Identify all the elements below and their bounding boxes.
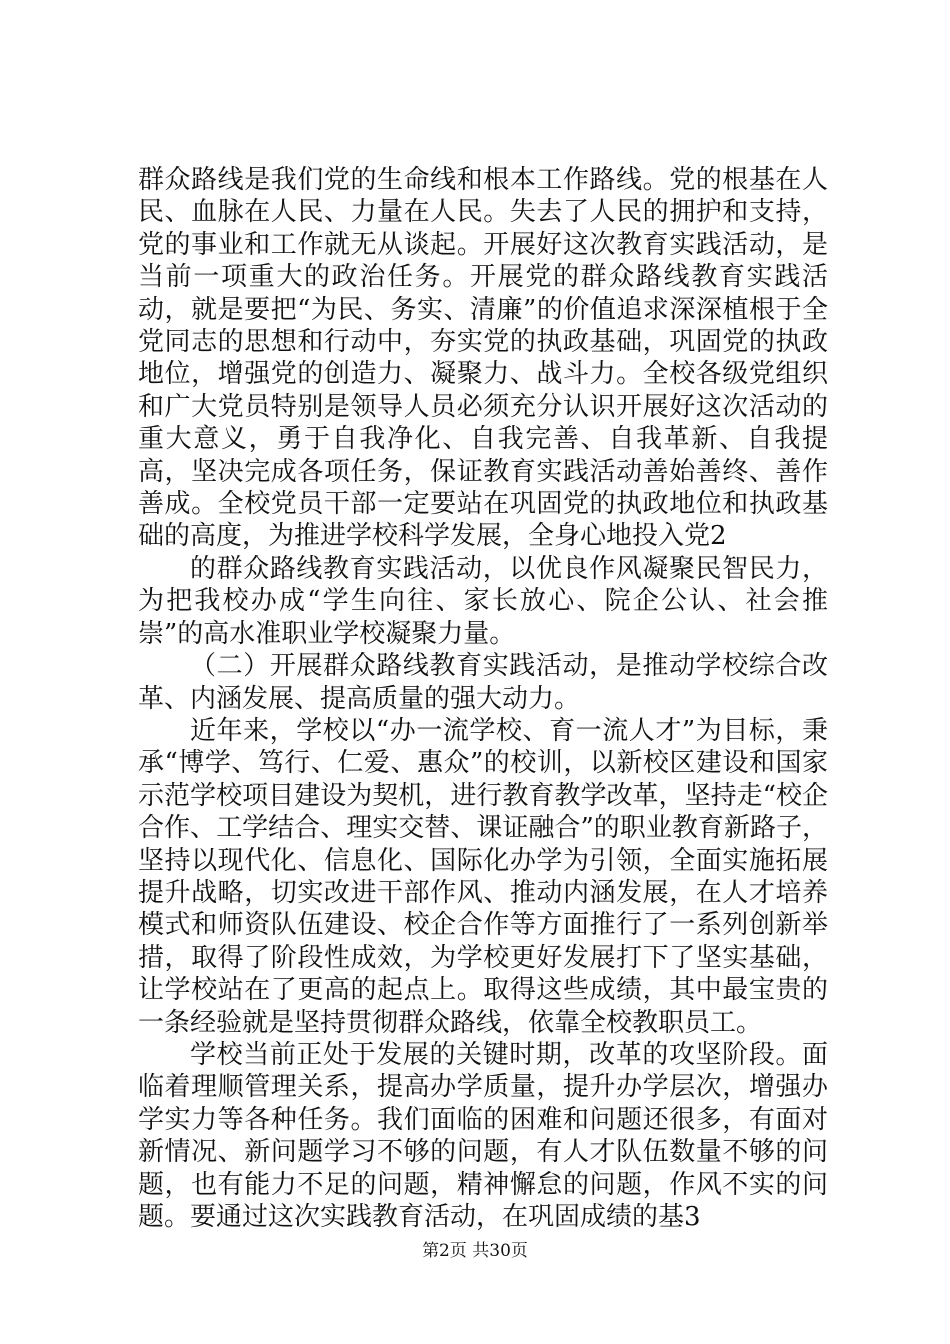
- paragraph-4: 近年来，学校以“办一流学校、育一流人才”为目标，秉承“博学、笃行、仁爱、惠众”的校训，以新校区建设和国家示范学校项目建设为契机，进行教育教学改革，坚持走“校企合作、工学结合、理实交替、课证融合”的职业教育新路子，坚持以现代化、信息化、国际化办学为引领，全面实施拓展提升战略，切实改进干部作风、推动内涵发展，在人才培养模式和师资队伍建设、校企合作等方面推行了一系列创新举措，取得了阶段性成效，为学校更好发展打下了坚实基础，让学校站在了更高的起点上。取得这些成绩，其中最宝贵的一条经验就是坚持贯彻群众路线，依靠全校教职员工。: [138, 715, 828, 1038]
- paragraph-3: （二）开展群众路线教育实践活动，是推动学校综合改革、内涵发展、提高质量的强大动力。: [138, 651, 828, 714]
- paragraph-1: 群众路线是我们党的生命线和根本工作路线。党的根基在人民、血脉在人民、力量在人民。失去了人民的拥护和支持，党的事业和工作就无从谈起。开展好这次教育实践活动，是当前一项重大的政治任务。开展党的群众路线教育实践活动，就是要把“为民、务实、清廉”的价值追求深深植根于全党同志的思想和行动中，夯实党的执政基础，巩固党的执政地位，增强党的创造力、凝聚力、战斗力。全校各级党组织和广大党员特别是领导人员必须充分认识开展好这次活动的重大意义，勇于自我净化、自我完善、自我革新、自我提高，坚决完成各项任务，保证教育实践活动善始善终、善作善成。全校党员干部一定要站在巩固党的执政地位和执政基础的高度，为推进学校科学发展，全身心地投入党2: [138, 165, 828, 552]
- paragraph-5: 学校当前正处于发展的关键时期，改革的攻坚阶段。面临着理顺管理关系，提高办学质量，提升办学层次，增强办学实力等各种任务。我们面临的困难和问题还很多，有面对新情况、新问题学习不够的问题，有人才队伍数量不够的问题，也有能力不足的问题，精神懈怠的问题，作风不实的问题。要通过这次实践教育活动，在巩固成绩的基3: [138, 1039, 828, 1232]
- document-body: [138, 164, 828, 1233]
- page-footer: 第2页 共30页: [422, 1241, 528, 1261]
- paragraph-2: 的群众路线教育实践活动，以优良作风凝聚民智民力，为把我校办成“学生向往、家长放心、院企公认、社会推崇”的高水准职业学校凝聚力量。: [138, 553, 828, 649]
